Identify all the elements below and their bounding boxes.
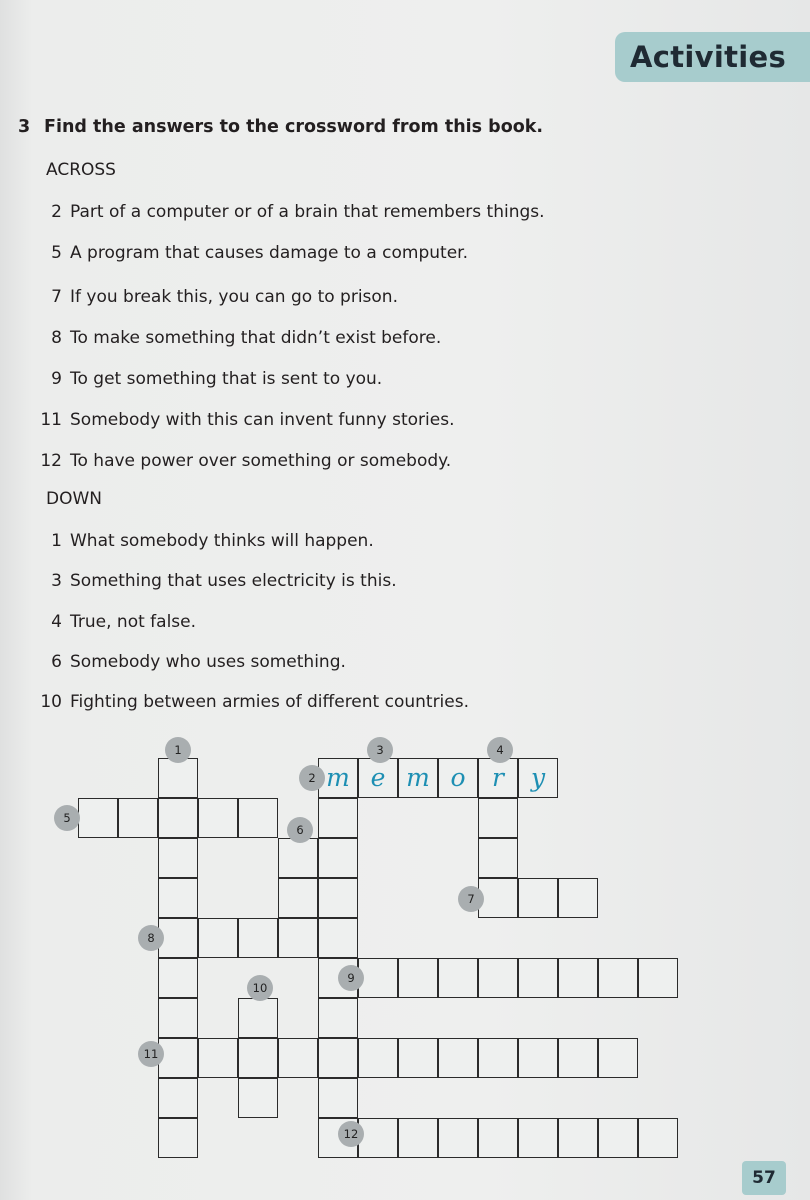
clue-text: Somebody with this can invent funny stories. [70, 410, 455, 430]
crossword-cell[interactable] [318, 918, 358, 958]
crossword-cell[interactable] [158, 1078, 198, 1118]
crossword-cell[interactable] [198, 798, 238, 838]
crossword-cell[interactable] [598, 958, 638, 998]
clue-number-badge-4: 4 [487, 737, 513, 763]
across-clue-8 [38, 328, 441, 348]
crossword-cell[interactable] [478, 958, 518, 998]
crossword-cell[interactable] [158, 958, 198, 998]
clue-number: 4 [51, 612, 62, 632]
show-through-text [360, 150, 365, 169]
crossword-cell[interactable] [278, 878, 318, 918]
clue-number-badge-1: 1 [165, 737, 191, 763]
exercise-heading [18, 117, 543, 137]
crossword-cell[interactable] [158, 998, 198, 1038]
clue-number: 12 [40, 451, 62, 471]
crossword-cell[interactable] [638, 1118, 678, 1158]
crossword-cell[interactable] [78, 798, 118, 838]
crossword-cell[interactable] [158, 798, 198, 838]
clue-number: 6 [51, 652, 62, 672]
clue-text: Fighting between armies of different countries. [70, 692, 470, 712]
exercise-number: 3 [18, 117, 31, 137]
crossword-letter: e [370, 763, 386, 792]
clue-number: 1 [51, 531, 62, 551]
crossword-cell[interactable] [238, 998, 278, 1038]
crossword-cell[interactable] [358, 1038, 398, 1078]
crossword-cell[interactable] [398, 1038, 438, 1078]
crossword-cell[interactable] [198, 1038, 238, 1078]
clue-number-badge-12: 12 [338, 1121, 364, 1147]
across-clue-9 [38, 369, 382, 389]
crossword-letter: m [326, 763, 350, 792]
crossword-cell[interactable] [118, 798, 158, 838]
clue-number-badge-10: 10 [247, 975, 273, 1001]
clue-number-badge-3: 3 [367, 737, 393, 763]
clue-text: To get something that is sent to you. [70, 369, 383, 389]
across-clue-2 [38, 202, 545, 222]
clue-number: 3 [51, 571, 62, 591]
crossword-cell[interactable] [398, 958, 438, 998]
down-clue-4 [38, 612, 196, 632]
crossword-cell[interactable] [358, 958, 398, 998]
crossword-cell[interactable] [558, 958, 598, 998]
crossword-cell[interactable] [438, 1118, 478, 1158]
crossword-cell[interactable] [158, 918, 198, 958]
crossword-cell[interactable] [518, 1118, 558, 1158]
clue-number: 9 [51, 369, 62, 389]
across-clue-12 [38, 451, 451, 471]
crossword-cell[interactable] [238, 1038, 278, 1078]
clue-number-badge-5: 5 [54, 805, 80, 831]
crossword-cell[interactable] [478, 878, 518, 918]
down-clue-3 [38, 571, 397, 591]
clue-number-badge-9: 9 [338, 965, 364, 991]
crossword-cell[interactable] [358, 1118, 398, 1158]
crossword-cell[interactable] [318, 878, 358, 918]
crossword-cell[interactable] [198, 918, 238, 958]
crossword-cell[interactable] [318, 1078, 358, 1118]
clue-text: Part of a computer or of a brain that remembers things. [70, 202, 545, 222]
crossword-cell[interactable] [238, 1078, 278, 1118]
clue-number: 10 [40, 692, 62, 712]
crossword-cell[interactable] [398, 1118, 438, 1158]
crossword-cell[interactable] [278, 1038, 318, 1078]
down-clue-6 [38, 652, 346, 672]
crossword-cell[interactable] [558, 1038, 598, 1078]
crossword-letter: o [450, 763, 466, 792]
clue-number-badge-11: 11 [138, 1041, 164, 1067]
crossword-cell[interactable] [518, 1038, 558, 1078]
crossword-cell[interactable] [318, 998, 358, 1038]
crossword-letter: m [406, 763, 430, 792]
crossword-cell[interactable] [438, 958, 478, 998]
crossword-cell[interactable] [278, 918, 318, 958]
clue-number-badge-6: 6 [287, 817, 313, 843]
crossword-cell[interactable] [238, 918, 278, 958]
crossword-cell[interactable] [158, 838, 198, 878]
clue-number: 8 [51, 328, 62, 348]
clue-text: To make something that didn’t exist before. [70, 328, 442, 348]
crossword-cell[interactable] [318, 838, 358, 878]
clue-text: True, not false. [70, 612, 197, 632]
clue-number: 11 [40, 410, 62, 430]
clue-number-badge-2: 2 [299, 765, 325, 791]
clue-text: A program that causes damage to a computer. [70, 243, 469, 263]
clue-number-badge-7: 7 [458, 886, 484, 912]
page-number: 57 [742, 1161, 786, 1195]
crossword-cell[interactable] [318, 1038, 358, 1078]
across-clue-5 [38, 243, 468, 263]
crossword-cell[interactable] [478, 1038, 518, 1078]
crossword-cell[interactable] [318, 798, 358, 838]
crossword-cell[interactable] [158, 878, 198, 918]
crossword-cell[interactable] [478, 798, 518, 838]
clue-text: What somebody thinks will happen. [70, 531, 374, 551]
crossword-cell[interactable] [238, 798, 278, 838]
crossword-cell[interactable] [478, 838, 518, 878]
clue-number: 5 [51, 243, 62, 263]
crossword-cell[interactable] [518, 878, 558, 918]
across-label: ACROSS [46, 160, 116, 180]
crossword-cell[interactable] [478, 1118, 518, 1158]
clue-number: 7 [51, 287, 62, 307]
down-label: DOWN [46, 489, 102, 509]
clue-text: Somebody who uses something. [70, 652, 346, 672]
crossword-cell[interactable] [438, 1038, 478, 1078]
activities-banner [615, 32, 810, 82]
exercise-instruction: Find the answers to the crossword from this book. [44, 117, 544, 137]
clue-number-badge-8: 8 [138, 925, 164, 951]
crossword-cell[interactable] [278, 838, 318, 878]
banner-title: Activities [629, 40, 786, 74]
down-clue-10 [38, 692, 469, 712]
crossword-cell[interactable] [558, 878, 598, 918]
crossword-cell[interactable] [518, 958, 558, 998]
crossword-cell[interactable] [638, 958, 678, 998]
crossword-cell[interactable] [598, 1038, 638, 1078]
clue-text: Something that uses electricity is this. [70, 571, 397, 591]
crossword-letter: r [492, 763, 504, 792]
clue-text: If you break this, you can go to prison. [70, 287, 398, 307]
crossword-cell[interactable] [158, 758, 198, 798]
across-clue-7 [38, 287, 398, 307]
crossword-cell[interactable] [598, 1118, 638, 1158]
across-clue-11 [38, 410, 454, 430]
crossword-cell[interactable] [158, 1038, 198, 1078]
down-clue-1 [38, 531, 374, 551]
crossword-letter: y [530, 763, 546, 792]
crossword-cell[interactable] [158, 1118, 198, 1158]
clue-number: 2 [51, 202, 62, 222]
clue-text: To have power over something or somebody. [70, 451, 452, 471]
crossword-cell[interactable] [558, 1118, 598, 1158]
